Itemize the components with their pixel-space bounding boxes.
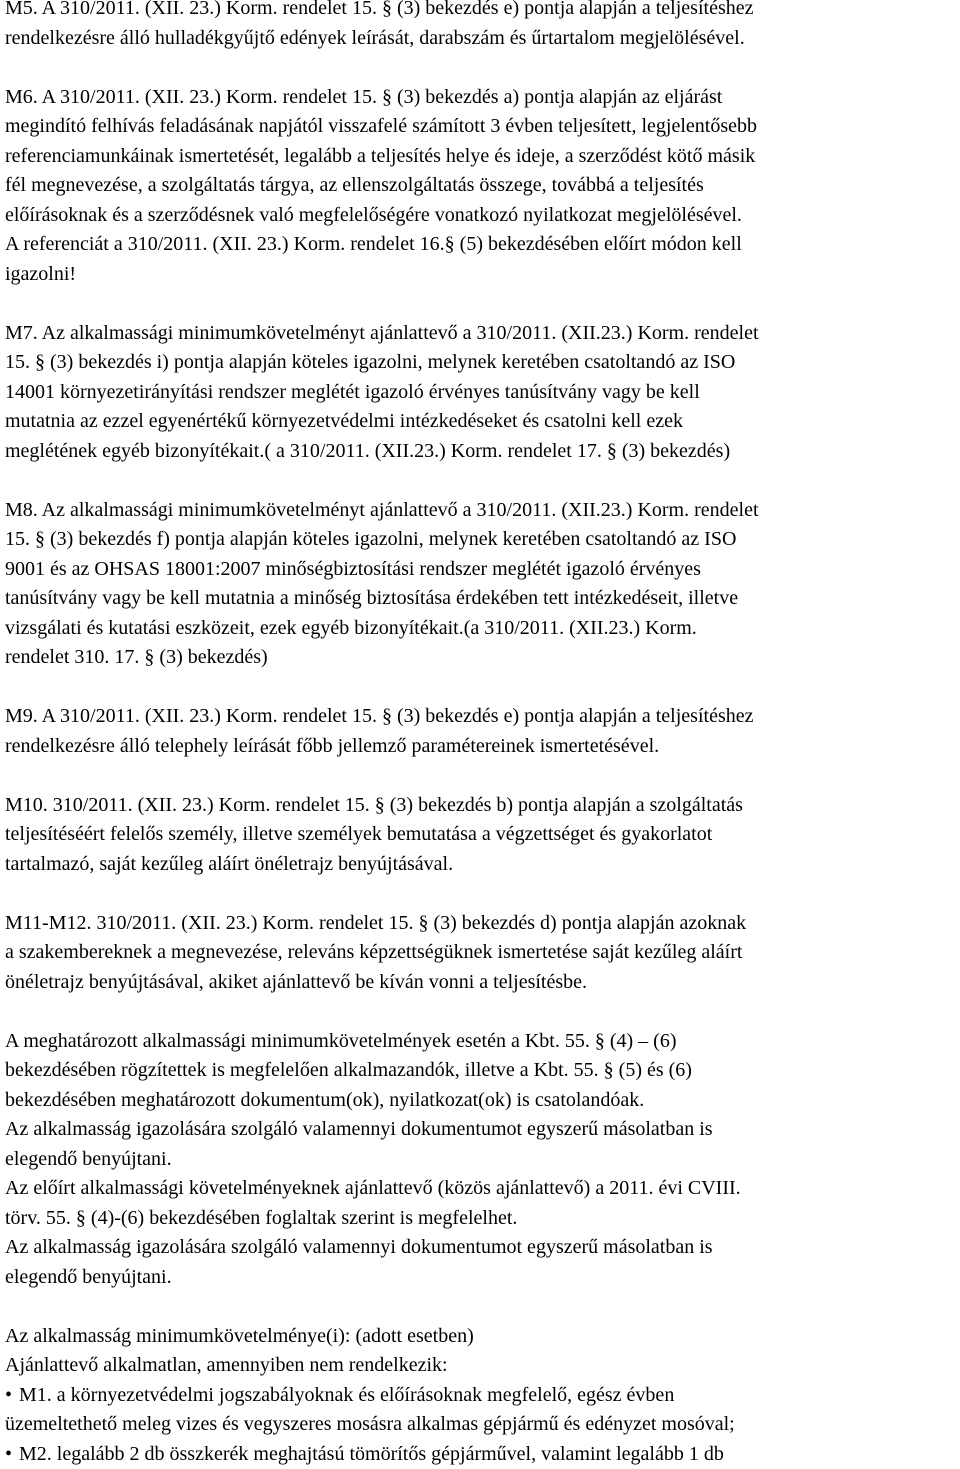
text-line: előírásoknak és a szerződésnek való megfelelőségére vonatkozó nyilatkozat megjelölésével. [5,201,955,231]
list-item-text: M1. a környezetvédelmi jogszabályoknak és előírásoknak megfelelő, egész évben [19,1384,674,1406]
text-line: M10. 310/2011. (XII. 23.) Korm. rendelet 15. § (3) bekezdés b) pontja alapján a szolgáltatás [5,791,955,821]
text-line: meglétének egyéb bizonyítékait.( a 310/2011. (XII.23.) Korm. rendelet 17. § (3) bekezdés) [5,437,955,467]
text-line: igazolni! [5,260,955,290]
text-line: 15. § (3) bekezdés f) pontja alapján köteles igazolni, melynek keretében csatoltandó az ISO [5,525,955,555]
text-line: Az alkalmasság igazolására szolgáló valamennyi dokumentumot egyszerű másolatban is [5,1115,955,1145]
text-line: Az alkalmasság minimumkövetelménye(i): (adott esetben) [5,1322,955,1352]
text-line: törv. 55. § (4)-(6) bekezdésében foglaltak szerint is megfelelhet. [5,1204,955,1234]
text-line: tartalmazó, saját kezűleg aláírt önéletrajz benyújtásával. [5,850,955,880]
document-page [5,0,955,1469]
paragraph-m6 [5,83,955,290]
text-line: Az előírt alkalmassági követelményeknek ajánlattevő (közös ajánlattevő) a 2011. évi CVIII. [5,1174,955,1204]
text-line: referenciamunkáinak ismertetését, legalább a teljesítés helye és ideje, a szerződést kötő másik [5,142,955,172]
paragraph-m9 [5,702,955,761]
text-line: A referenciát a 310/2011. (XII. 23.) Korm. rendelet 16.§ (5) bekezdésében előírt módon kell [5,230,955,260]
text-line: rendelkezésre álló hulladékgyűjtő edények leírását, darabszám és űrtartalom megjelölésével. [5,24,955,54]
text-line: a szakembereknek a megnevezése, releváns képzettségüknek ismertetése saját kezűleg aláírt [5,938,955,968]
text-line: M11-M12. 310/2011. (XII. 23.) Korm. rendelet 15. § (3) bekezdés d) pontja alapján azoknak [5,909,955,939]
text-line: mutatnia az ezzel egyenértékű környezetvédelmi intézkedéseket és csatolni kell ezek [5,407,955,437]
paragraph-m11-m12 [5,909,955,998]
text-line: M8. Az alkalmassági minimumkövetelményt ajánlattevő a 310/2011. (XII.23.) Korm. rendelet [5,496,955,526]
text-line: A meghatározott alkalmassági minimumkövetelmények esetén a Kbt. 55. § (4) – (6) [5,1027,955,1057]
text-line: önéletrajz benyújtásával, akiket ajánlattevő be kíván vonni a teljesítésbe. [5,968,955,998]
text-line: Az alkalmasság igazolására szolgáló valamennyi dokumentumot egyszerű másolatban is [5,1233,955,1263]
paragraph-m5 [5,0,955,53]
text-line: vizsgálati és kutatási eszközeit, ezek egyéb bizonyítékait.(a 310/2011. (XII.23.) Korm. [5,614,955,644]
text-line: M5. A 310/2011. (XII. 23.) Korm. rendelet 15. § (3) bekezdés e) pontja alapján a teljesítéshez [5,0,955,24]
bullet-line [5,1381,955,1411]
text-line: megindító felhívás feladásának napjától visszafelé számított 3 évben teljesített, legjelentősebb [5,112,955,142]
text-line: M6. A 310/2011. (XII. 23.) Korm. rendelet 15. § (3) bekezdés a) pontja alapján az eljárást [5,83,955,113]
text-line: 14001 környezetirányítási rendszer meglétét igazoló érvényes tanúsítvány vagy be kell [5,378,955,408]
text-line: 15. § (3) bekezdés i) pontja alapján köteles igazolni, melynek keretében csatoltandó az ISO [5,348,955,378]
paragraph-m8 [5,496,955,673]
text-line: bekezdésében rögzítettek is megfelelően alkalmazandók, illetve a Kbt. 55. § (5) és (6) [5,1056,955,1086]
text-line: rendelet 310. 17. § (3) bekezdés) [5,643,955,673]
bullet-line [5,1440,955,1469]
text-line: M7. Az alkalmassági minimumkövetelményt ajánlattevő a 310/2011. (XII.23.) Korm. rendelet [5,319,955,349]
list-item-m1 [5,1381,955,1440]
text-line: teljesítéséért felelős személy, illetve személyek bemutatása a végzettséget és gyakorlatot [5,820,955,850]
bullet-marker: • [5,1440,19,1469]
text-line: 9001 és az OHSAS 18001:2007 minőségbiztosítási rendszer meglétét igazoló érvényes [5,555,955,585]
text-line: üzemeltethető meleg vizes és vegyszeres mosásra alkalmas gépjármű és edényzet mosóval; [5,1410,955,1440]
list-item-text: M2. legalább 2 db összkerék meghajtású tömörítős gépjárművel, valamint legalább 1 db [19,1443,724,1465]
text-line: Ajánlattevő alkalmatlan, amennyiben nem rendelkezik: [5,1351,955,1381]
text-line: bekezdésében meghatározott dokumentum(ok), nyilatkozat(ok) is csatolandóak. [5,1086,955,1116]
bullet-list [5,1381,955,1469]
list-item-m2 [5,1440,955,1469]
paragraph-minimum-requirements [5,1322,955,1469]
text-line: elegendő benyújtani. [5,1145,955,1175]
paragraph-general-requirements [5,1027,955,1293]
paragraph-m7 [5,319,955,467]
text-line: elegendő benyújtani. [5,1263,955,1293]
text-line: rendelkezésre álló telephely leírását főbb jellemző paramétereinek ismertetésével. [5,732,955,762]
text-line: fél megnevezése, a szolgáltatás tárgya, az ellenszolgáltatás összege, továbbá a teljesítés [5,171,955,201]
text-line: M9. A 310/2011. (XII. 23.) Korm. rendelet 15. § (3) bekezdés e) pontja alapján a teljesítéshez [5,702,955,732]
paragraph-m10 [5,791,955,880]
bullet-marker: • [5,1381,19,1411]
text-line: tanúsítvány vagy be kell mutatnia a minőség biztosítása érdekében tett intézkedéseit, illetve [5,584,955,614]
